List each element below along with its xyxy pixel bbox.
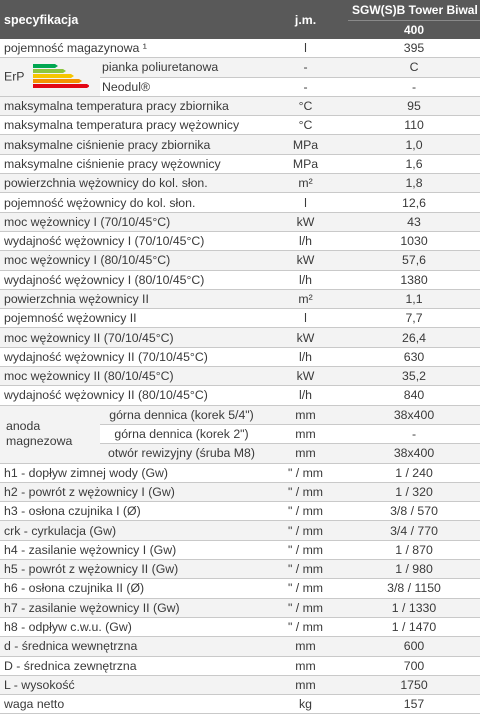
row-label: powierzchnia wężownicy do kol. słon. <box>0 174 263 193</box>
anode-label-line2: magnezowa <box>6 434 73 449</box>
anode-group-label <box>0 405 100 463</box>
row-value: 1,8 <box>348 174 480 193</box>
row-label: waga netto <box>0 695 263 714</box>
row-value: 43 <box>348 212 480 231</box>
table-row <box>0 212 480 231</box>
row-label: wydajność wężownicy II (80/10/45°C) <box>0 386 263 405</box>
row-label: górna dennica (korek 5/4") <box>100 405 263 424</box>
table-row <box>0 463 480 482</box>
table-row <box>0 367 480 386</box>
table-row <box>0 58 480 77</box>
row-value: 157 <box>348 695 480 714</box>
row-label: powierzchnia wężownicy II <box>0 289 263 308</box>
row-label: h4 - zasilanie wężownicy I (Gw) <box>0 540 263 559</box>
row-unit: kW <box>263 251 348 270</box>
row-label: maksymalne ciśnienie pracy wężownicy <box>0 154 263 173</box>
row-label: D - średnica zewnętrzna <box>0 656 263 675</box>
row-label: górna dennica (korek 2") <box>100 424 263 443</box>
table-row <box>0 309 480 328</box>
row-unit: MPa <box>263 154 348 173</box>
row-unit: " / mm <box>263 579 348 598</box>
row-label: moc wężownicy II (80/10/45°C) <box>0 367 263 386</box>
row-label: h8 - odpływ c.w.u. (Gw) <box>0 617 263 636</box>
table-row <box>0 386 480 405</box>
table-row <box>0 135 480 154</box>
table-row <box>0 405 480 424</box>
table-row <box>0 521 480 540</box>
row-value: 395 <box>348 39 480 58</box>
row-value: 3/8 / 1150 <box>348 579 480 598</box>
row-value: 57,6 <box>348 251 480 270</box>
header-unit: j.m. <box>263 0 348 39</box>
row-value: 26,4 <box>348 328 480 347</box>
row-unit: mm <box>263 656 348 675</box>
table-row <box>0 598 480 617</box>
row-value: 1 / 980 <box>348 560 480 579</box>
row-value: 700 <box>348 656 480 675</box>
row-value: 630 <box>348 347 480 366</box>
row-unit: " / mm <box>263 560 348 579</box>
table-row <box>0 617 480 636</box>
row-unit: m² <box>263 174 348 193</box>
table-row <box>0 675 480 694</box>
row-label: moc wężownicy II (70/10/45°C) <box>0 328 263 347</box>
table-row <box>0 96 480 115</box>
row-value: 3/8 / 570 <box>348 502 480 521</box>
row-value: - <box>348 77 480 96</box>
row-value: 38x400 <box>348 405 480 424</box>
row-value: 3/4 / 770 <box>348 521 480 540</box>
row-value: 95 <box>348 96 480 115</box>
row-unit: - <box>263 77 348 96</box>
row-value: 1750 <box>348 675 480 694</box>
row-label: moc wężownicy I (70/10/45°C) <box>0 212 263 231</box>
row-unit: kW <box>263 367 348 386</box>
table-row <box>0 174 480 193</box>
header-variant: 400 <box>348 21 480 40</box>
table-row <box>0 502 480 521</box>
row-value: 38x400 <box>348 444 480 463</box>
header-spec: specyfikacja <box>0 0 263 39</box>
row-label: pojemność magazynowa ¹ <box>0 39 263 58</box>
row-value: 1,6 <box>348 154 480 173</box>
row-value: 1030 <box>348 231 480 250</box>
row-label: maksymalna temperatura pracy wężownicy <box>0 116 263 135</box>
row-value: 1 / 1330 <box>348 598 480 617</box>
row-unit: " / mm <box>263 521 348 540</box>
row-unit: kg <box>263 695 348 714</box>
energy-bar <box>33 79 82 83</box>
row-value: 1 / 1470 <box>348 617 480 636</box>
row-label: h7 - zasilanie wężownicy II (Gw) <box>0 598 263 617</box>
row-unit: l/h <box>263 386 348 405</box>
table-row <box>0 289 480 308</box>
row-value: 600 <box>348 637 480 656</box>
row-unit: mm <box>263 405 348 424</box>
row-label: h2 - powrót z wężownicy I (Gw) <box>0 482 263 501</box>
energy-bar <box>33 74 74 78</box>
row-value: 1,1 <box>348 289 480 308</box>
row-unit: kW <box>263 212 348 231</box>
row-value: 1,0 <box>348 135 480 154</box>
row-unit: °C <box>263 96 348 115</box>
row-value: 35,2 <box>348 367 480 386</box>
row-label: otwór rewizyjny (śruba M8) <box>100 444 263 463</box>
row-label: wydajność wężownicy I (80/10/45°C) <box>0 270 263 289</box>
row-unit: l <box>263 193 348 212</box>
row-unit: mm <box>263 675 348 694</box>
row-label: crk - cyrkulacja (Gw) <box>0 521 263 540</box>
row-label: moc wężownicy I (80/10/45°C) <box>0 251 263 270</box>
table-row <box>0 560 480 579</box>
table-row <box>0 116 480 135</box>
row-value: 1380 <box>348 270 480 289</box>
table-row <box>0 540 480 559</box>
table-row <box>0 193 480 212</box>
row-label: pojemność wężownicy do kol. słon. <box>0 193 263 212</box>
row-value: 7,7 <box>348 309 480 328</box>
row-unit: l/h <box>263 231 348 250</box>
row-label: maksymalne ciśnienie pracy zbiornika <box>0 135 263 154</box>
row-label: h6 - osłona czujnika II (Ø) <box>0 579 263 598</box>
row-label: h3 - osłona czujnika I (Ø) <box>0 502 263 521</box>
row-label: wydajność wężownicy II (70/10/45°C) <box>0 347 263 366</box>
row-unit: °C <box>263 116 348 135</box>
energy-bar <box>33 69 66 73</box>
table-row <box>0 656 480 675</box>
table-row <box>0 347 480 366</box>
erp-group-label <box>0 58 100 97</box>
row-unit: " / mm <box>263 482 348 501</box>
row-unit: l <box>263 309 348 328</box>
row-value: - <box>348 424 480 443</box>
row-unit: - <box>263 58 348 77</box>
row-unit: mm <box>263 444 348 463</box>
row-value: 840 <box>348 386 480 405</box>
row-unit: " / mm <box>263 463 348 482</box>
table-row <box>0 328 480 347</box>
row-label: h5 - powrót z wężownicy II (Gw) <box>0 560 263 579</box>
row-unit: " / mm <box>263 502 348 521</box>
energy-bar <box>33 84 89 88</box>
row-unit: m² <box>263 289 348 308</box>
row-unit: l/h <box>263 347 348 366</box>
row-unit: l/h <box>263 270 348 289</box>
row-unit: " / mm <box>263 540 348 559</box>
header-model: SGW(S)B Tower Biwal <box>348 0 480 21</box>
row-label: L - wysokość <box>0 675 263 694</box>
row-unit: kW <box>263 328 348 347</box>
row-label: Neodul® <box>100 77 263 96</box>
row-value: 1 / 870 <box>348 540 480 559</box>
table-row <box>0 482 480 501</box>
table-row <box>0 39 480 58</box>
row-value: 110 <box>348 116 480 135</box>
row-value: C <box>348 58 480 77</box>
table-row <box>0 695 480 714</box>
table-row <box>0 270 480 289</box>
row-unit: l <box>263 39 348 58</box>
row-label: pianka poliuretanowa <box>100 58 263 77</box>
table-row <box>0 251 480 270</box>
energy-bar <box>33 64 58 68</box>
row-unit: mm <box>263 424 348 443</box>
row-label: maksymalna temperatura pracy zbiornika <box>0 96 263 115</box>
row-unit: " / mm <box>263 617 348 636</box>
row-label: wydajność wężownicy I (70/10/45°C) <box>0 231 263 250</box>
row-unit: mm <box>263 637 348 656</box>
row-value: 12,6 <box>348 193 480 212</box>
table-row <box>0 154 480 173</box>
row-unit: " / mm <box>263 598 348 617</box>
energy-label-icon <box>33 64 89 90</box>
erp-label: ErP <box>4 69 25 84</box>
row-label: pojemność wężownicy II <box>0 309 263 328</box>
row-label: h1 - dopływ zimnej wody (Gw) <box>0 463 263 482</box>
anode-label-line1: anoda <box>6 419 41 434</box>
row-value: 1 / 240 <box>348 463 480 482</box>
row-label: d - średnica wewnętrzna <box>0 637 263 656</box>
table-row <box>0 637 480 656</box>
table-row <box>0 579 480 598</box>
table-row <box>0 231 480 250</box>
row-unit: MPa <box>263 135 348 154</box>
row-value: 1 / 320 <box>348 482 480 501</box>
